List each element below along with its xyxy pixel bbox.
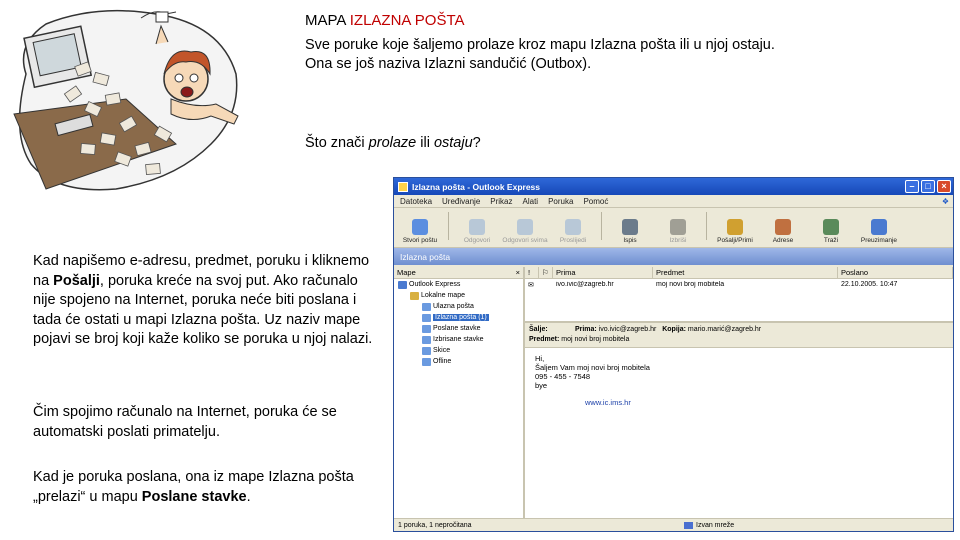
- message-row[interactable]: [525, 279, 953, 290]
- preview-header: [525, 323, 953, 348]
- folder-item[interactable]: [394, 301, 523, 312]
- window-title: Izlazna pošta - Outlook Express: [412, 181, 541, 192]
- flag-column-icon[interactable]: ⚐: [539, 267, 553, 278]
- status-connection: [684, 522, 734, 529]
- folders-header-label: Mape: [397, 268, 416, 277]
- folder-item[interactable]: [394, 334, 523, 345]
- toolbar-button-label: Ispis: [623, 237, 637, 244]
- menu-item[interactable]: Pomoć: [583, 196, 609, 206]
- status-message-count: 1 poruka, 1 nepročitana: [398, 521, 472, 529]
- toolbar-button[interactable]: [761, 219, 805, 244]
- preview-cc-label: Kopija:: [662, 326, 686, 333]
- folder-item[interactable]: [394, 356, 523, 367]
- menu-bar: [394, 195, 953, 208]
- folder-tree: [394, 279, 523, 367]
- preview-body-line: Hi,: [535, 354, 545, 363]
- intro-line-1: Sve poruke koje šaljemo prolaze kroz mapu Izlazna pošta ili u njoj ostaju.: [305, 37, 775, 53]
- preview-subject: moj novi broj mobitela: [561, 336, 630, 343]
- toolbar-button-label: Traži: [823, 237, 839, 244]
- preview-address-line: [529, 325, 949, 335]
- close-pane-icon[interactable]: ×: [515, 268, 520, 277]
- menu-item[interactable]: Poruka: [548, 196, 574, 206]
- p3-bold: Poslane stavke: [141, 488, 247, 505]
- message-subject: moj novi broj mobitela: [656, 281, 725, 288]
- folder-label: Poslane stavke: [433, 325, 481, 332]
- preview-subject-label: Predmet:: [529, 336, 560, 343]
- title-accent: IZLAZNA POŠTA: [349, 12, 465, 29]
- toolbar-button[interactable]: [857, 219, 901, 244]
- preview-cc: mario.marić@zagreb.hr: [687, 326, 762, 333]
- outlook-window: [393, 177, 954, 532]
- preview-to: ivo.ivic@zagreb.hr: [598, 326, 657, 333]
- question-word-2: ostaju: [433, 135, 473, 151]
- new-mail-icon: [412, 219, 428, 235]
- status-connection-label: Izvan mreže: [696, 521, 735, 529]
- preview-to-label: Prima:: [574, 326, 597, 333]
- toolbar-separator: [706, 212, 707, 240]
- paragraph-sent: [33, 468, 373, 507]
- toolbar-separator: [448, 212, 449, 240]
- intro-text: [305, 36, 775, 74]
- toolbar-button[interactable]: [713, 219, 757, 244]
- message-area: [525, 267, 953, 518]
- column-header-sent[interactable]: Poslano: [838, 267, 953, 278]
- find-icon: [823, 219, 839, 235]
- print-icon: [622, 219, 638, 235]
- title-prefix: MAPA: [305, 12, 350, 29]
- question-suffix: ?: [472, 135, 481, 151]
- p1-before: Kad napišemo e-adresu, predmet, poruku i kliknemo na: [33, 253, 370, 289]
- toolbar-button-label: Preuzimanje: [860, 237, 898, 244]
- folder-item[interactable]: [394, 323, 523, 334]
- message-envelope-icon: ✉: [528, 281, 534, 289]
- question-mid: ili: [416, 135, 434, 151]
- folder-item[interactable]: [394, 290, 523, 301]
- folder-icon: [398, 281, 407, 289]
- folder-label: Izbrisane stavke: [433, 336, 484, 343]
- preview-body[interactable]: [525, 348, 953, 413]
- message-list-header: [525, 267, 953, 279]
- folder-bar: [394, 248, 953, 265]
- toolbar-button[interactable]: [398, 219, 442, 244]
- outlook-app-icon: [398, 182, 408, 192]
- folder-icon: [422, 347, 431, 355]
- column-header-subject[interactable]: Predmet: [653, 267, 838, 278]
- folder-icon: [422, 325, 431, 333]
- toolbar-separator: [601, 212, 602, 240]
- toolbar-button[interactable]: [455, 219, 499, 244]
- preview-from-label: Šalje:: [529, 326, 548, 333]
- message-to: ivo.ivic@zagreb.hr: [556, 281, 614, 288]
- toolbar-button-label: Pošalji/Primi: [717, 237, 753, 244]
- paragraph-connect: Čim spojimo računalo na Internet, poruka će se automatski poslati primatelju.: [33, 404, 337, 440]
- folder-item[interactable]: [394, 279, 523, 290]
- column-header-to[interactable]: Prima: [553, 267, 653, 278]
- intro-line-2: Ona se još naziva Izlazni sandučić (Outbox).: [305, 56, 592, 72]
- folder-icon: [422, 314, 431, 322]
- preview-body-line: Šaljem Vam moj novi broj mobitela: [535, 363, 650, 372]
- paragraph-send: [33, 252, 373, 350]
- toolbar-button[interactable]: [809, 219, 853, 244]
- menu-item[interactable]: Uređivanje: [442, 196, 481, 206]
- folder-label: Outlook Express: [409, 281, 461, 288]
- toolbar-button-label: Odgovori svima: [502, 237, 548, 244]
- toolbar-button-label: Adrese: [772, 237, 794, 244]
- window-titlebar[interactable]: [394, 178, 953, 195]
- close-button[interactable]: ×: [937, 180, 951, 193]
- status-bar: [394, 518, 953, 531]
- question-text: [305, 135, 481, 151]
- toolbar-button-label: Stvori poštu: [402, 237, 438, 244]
- folder-item[interactable]: [394, 345, 523, 356]
- message-list: [525, 267, 953, 323]
- folders-pane: [394, 267, 525, 518]
- forward-icon: [565, 219, 581, 235]
- delete-icon: [670, 219, 686, 235]
- clipart-mail-overload: [6, 4, 244, 210]
- preview-body-line: bye: [535, 381, 548, 390]
- p3-after: .: [246, 488, 251, 505]
- folder-icon: [422, 336, 431, 344]
- message-sent: 22.10.2005. 10:47: [841, 281, 898, 288]
- p1-after: , poruka kreće na svoj put. Ako računalo nije spojeno na Internet, poruka neće biti poslana i tada će ostati u mapi Izlazna pošta. Uz naziv mape pojavi se broj koji kaže koliko se poruka u njoj nalazi.: [33, 272, 373, 347]
- minimize-button[interactable]: –: [905, 180, 919, 193]
- menu-item[interactable]: Alati: [522, 196, 539, 206]
- panes: [394, 267, 953, 518]
- toolbar-button[interactable]: [551, 219, 595, 244]
- folder-icon: [422, 358, 431, 366]
- addresses-icon: [775, 219, 791, 235]
- toolbar-button-label: Proslijedi: [559, 237, 587, 244]
- menu-item[interactable]: Prikaz: [490, 196, 513, 206]
- folder-label: Ulazna pošta: [433, 303, 474, 310]
- download-icon: [871, 219, 887, 235]
- folder-icon: [422, 303, 431, 311]
- p1-bold: Pošalji: [53, 272, 100, 289]
- menu-item[interactable]: Datoteka: [400, 196, 433, 206]
- folder-label: Lokalne mape: [421, 292, 465, 299]
- p3-before: Kad je poruka poslana, ona iz mape Izlazna pošta „prelazi“ u mapu: [33, 469, 354, 505]
- folder-item[interactable]: [394, 312, 523, 323]
- offline-icon: [684, 522, 693, 529]
- attachment-column-icon[interactable]: !: [525, 267, 539, 278]
- toolbar-button[interactable]: [503, 219, 547, 244]
- send-receive-icon: [727, 219, 743, 235]
- preview-link[interactable]: www.ic.ims.hr: [585, 398, 631, 407]
- question-word-1: prolaze: [368, 135, 417, 151]
- folder-label: Skice: [433, 347, 451, 354]
- question-prefix: Što znači: [305, 135, 369, 151]
- slide-title: [305, 12, 465, 29]
- folders-pane-header: [394, 267, 523, 279]
- preview-body-line: 095 - 455 - 7548: [535, 372, 591, 381]
- folder-bar-title: Izlazna pošta: [400, 251, 451, 262]
- toolbar: [394, 208, 953, 248]
- windows-logo-icon: ❖: [941, 196, 949, 206]
- folder-label: Izlazna pošta (1): [435, 314, 487, 321]
- reply-all-icon: [517, 219, 533, 235]
- reply-icon: [469, 219, 485, 235]
- preview-subject-line: [529, 335, 949, 345]
- folder-icon: [410, 292, 419, 300]
- toolbar-button-label: Odgovori: [463, 237, 491, 244]
- folder-label: Ofline: [433, 358, 452, 365]
- toolbar-button[interactable]: [656, 219, 700, 244]
- maximize-button[interactable]: □: [921, 180, 935, 193]
- toolbar-button[interactable]: [608, 219, 652, 244]
- toolbar-button-label: Izbriši: [669, 237, 687, 244]
